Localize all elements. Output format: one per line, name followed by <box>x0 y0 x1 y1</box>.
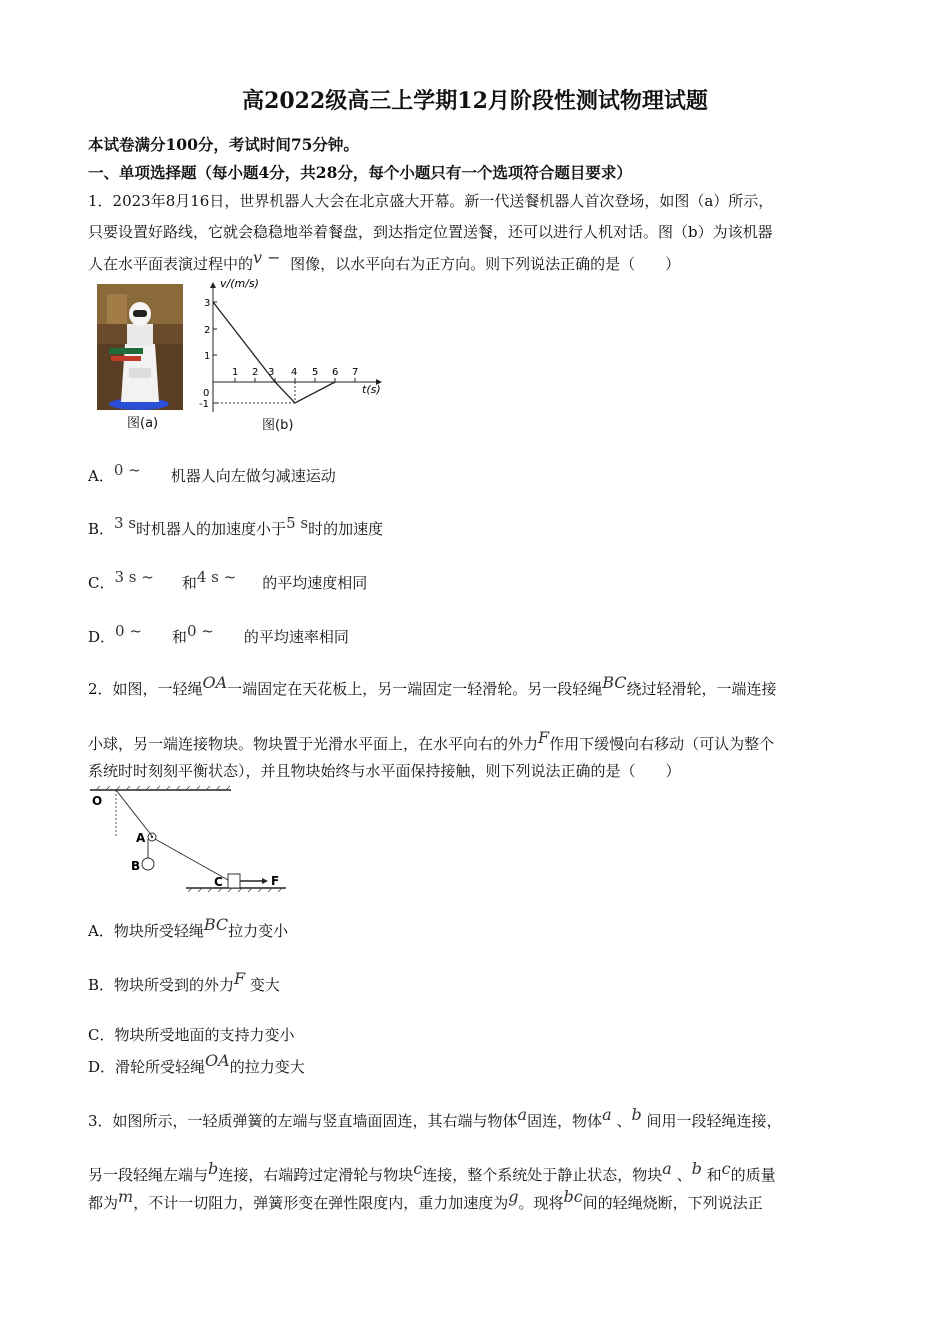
origin-label: 0 <box>203 388 210 399</box>
robot-photo <box>97 284 183 410</box>
x-tick: 2 <box>252 367 259 378</box>
x-tick: 5 <box>312 367 319 378</box>
label-F: F <box>271 874 280 888</box>
q2-line3: 系统时时刻刻平衡状态），并且物块始终与水平面保持接触，则下列说法正确的是（ ） <box>88 762 681 780</box>
y-tick: 2 <box>204 325 211 336</box>
q3-line2: 另一段轻绳左端与b连接，右端跨过定滑轮与物块c连接，整个系统处于静止状态，物块a 、b 和c的质量 <box>88 1159 776 1184</box>
y-tick: -1 <box>199 399 209 410</box>
vt-graph <box>196 272 391 432</box>
q3-line1: 3．如图所示，一轻质弹簧的左端与竖直墙面固连，其右端与物体a固连，物体a 、b 间用一段轻绳连接， <box>88 1105 782 1130</box>
q1-line2: 只要设置好路线，它就会稳稳地举着餐盘，到达指定位置送餐，还可以进行人机对话。图（b）为该机器 <box>88 223 773 241</box>
x-axis-label: t(s) <box>362 383 381 396</box>
x-tick: 3 <box>268 367 275 378</box>
y-tick: 3 <box>204 298 211 309</box>
math-v: v − <box>253 248 281 267</box>
exam-intro: 本试卷满分100分，考试时间75分钟。 <box>88 135 359 154</box>
x-tick: 1 <box>232 367 239 378</box>
page-title: 高2022级高三上学期12月阶段性测试物理试题 <box>242 88 708 114</box>
q2-option-a: A．物块所受轻绳BC拉力变小 <box>88 915 289 940</box>
q2-option-b: B．物块所受到的外力F 变大 <box>88 969 280 994</box>
fig-b-label: 图(b) <box>262 418 294 433</box>
q1-option-c: C．3 s ~ 和4 s ~ 的平均速度相同 <box>88 568 368 592</box>
label-C: C <box>214 875 223 889</box>
q1-line1: 1．2023年8月16日，世界机器人大会在北京盛大开幕。新一代送餐机器人首次登场，如图（a）所示， <box>88 192 774 210</box>
q2-line2: 小球，另一端连接物块。物块置于光滑水平面上，在水平向右的外力F作用下缓慢向右移动（可认为整个 <box>88 728 775 753</box>
pulley-diagram <box>86 784 291 896</box>
x-tick: 6 <box>332 367 339 378</box>
q1-option-a: A．0 ~ 机器人向左做匀减速运动 <box>88 461 336 485</box>
section-heading: 一、单项选择题（每小题4分，共28分，每个小题只有一个选项符合题目要求） <box>88 163 632 182</box>
x-tick: 4 <box>291 367 298 378</box>
label-O: O <box>92 794 103 808</box>
q1-option-d: D．0 ~ 和0 ~ 的平均速率相同 <box>88 622 349 646</box>
fig-a-label: 图(a) <box>127 416 159 431</box>
q2-line1: 2．如图，一轻绳OA一端固定在天花板上，另一端固定一轻滑轮。另一段轻绳BC绕过轻滑轮，一端连接 <box>88 673 777 698</box>
q1-line3: 人在水平面表演过程中的v − 图像，以水平向右为正方向。则下列说法正确的是（ ） <box>88 248 681 273</box>
label-A: A <box>136 831 146 845</box>
label-B: B <box>131 859 141 873</box>
y-tick: 1 <box>204 351 211 362</box>
q1-option-b: B．3 s时机器人的加速度小于5 s时的加速度 <box>88 514 384 538</box>
q2-option-c: C．物块所受地面的支持力变小 <box>88 1026 295 1044</box>
q2-option-d: D．滑轮所受轻绳OA的拉力变大 <box>88 1051 305 1076</box>
q3-line3: 都为m，不计一切阻力，弹簧形变在弹性限度内，重力加速度为g。现将bc间的轻绳烧断，下列说法正 <box>88 1187 763 1212</box>
x-tick: 7 <box>352 367 359 378</box>
y-axis-label: v/(m/s) <box>220 277 259 290</box>
